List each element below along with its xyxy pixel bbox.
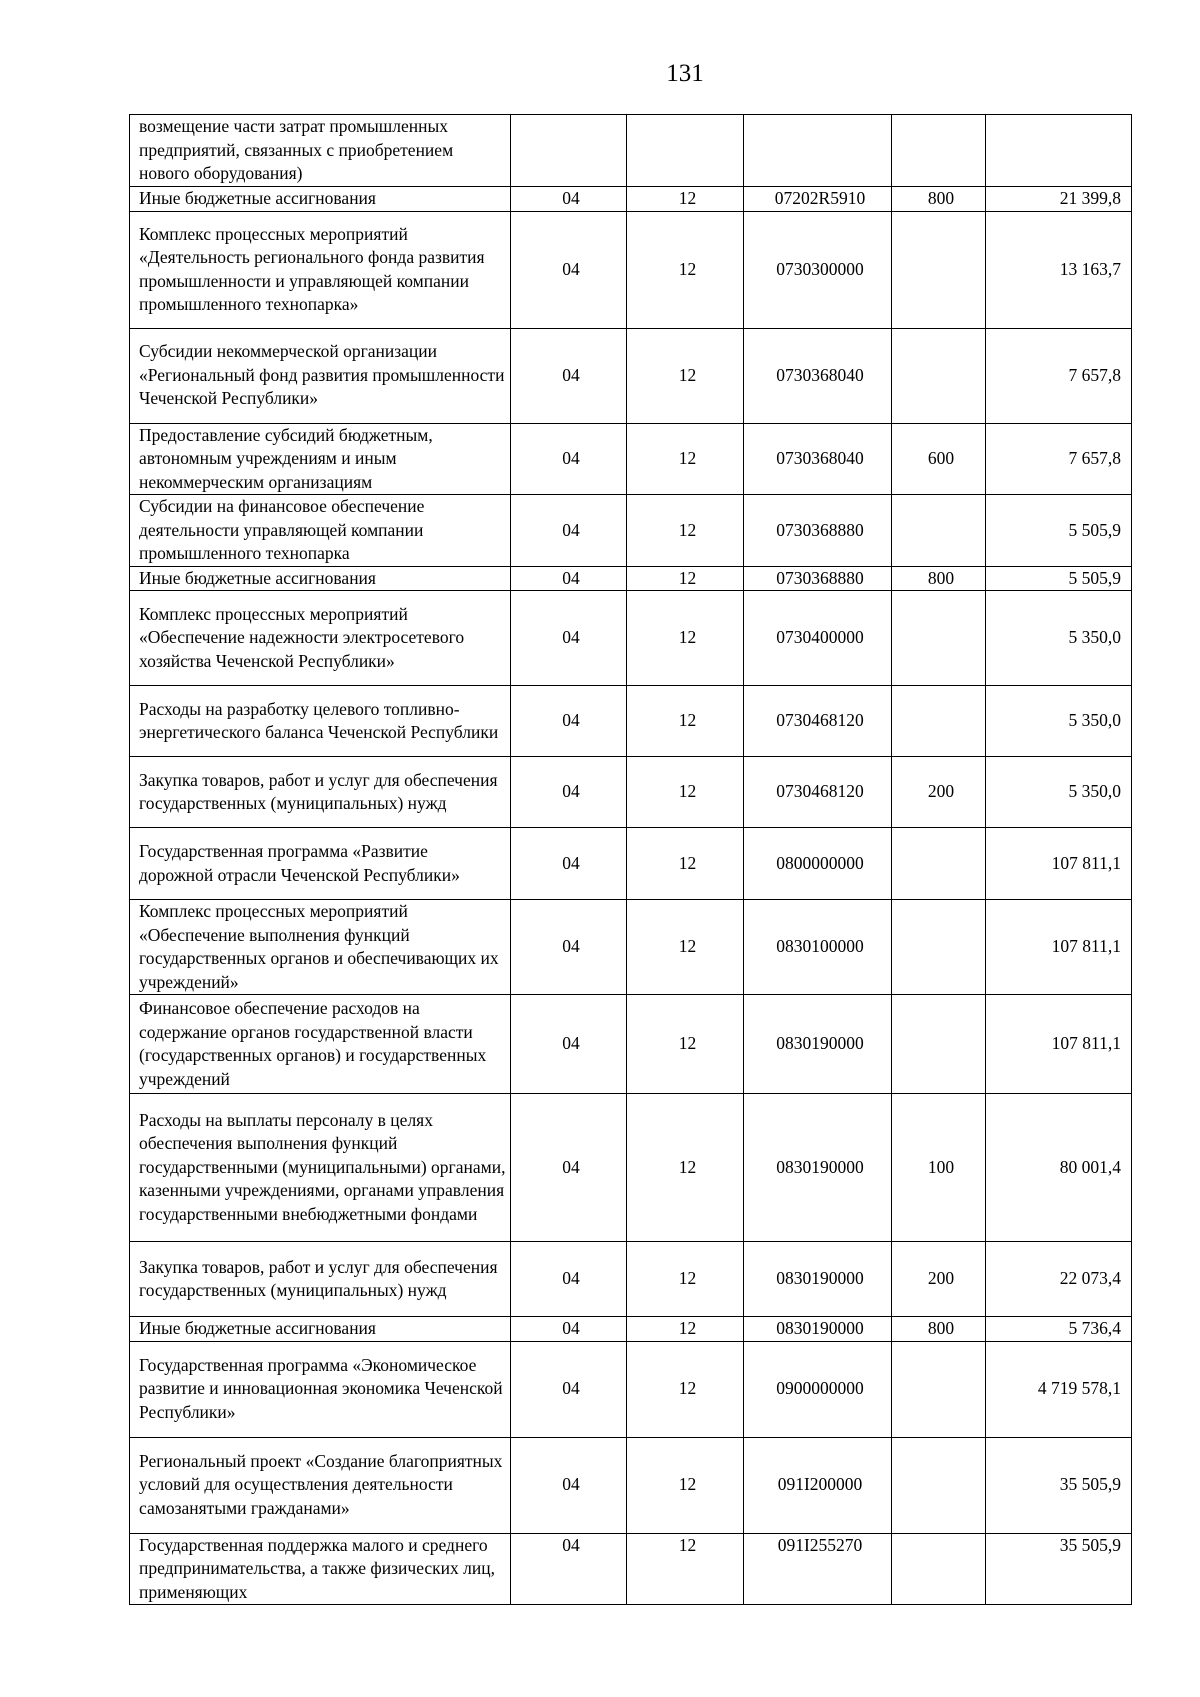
row-subsection: 12: [627, 495, 744, 567]
row-name: Иные бюджетные ассигнования: [130, 187, 511, 212]
row-type: 800: [892, 1317, 986, 1342]
row-section: 04: [511, 328, 627, 423]
table-row: [130, 566, 1132, 591]
row-name: Иные бюджетные ассигнования: [130, 1317, 511, 1342]
row-name: Закупка товаров, работ и услуг для обеспечения государственных (муниципальных) нужд: [130, 757, 511, 828]
row-type: 100: [892, 1094, 986, 1242]
row-subsection: 12: [627, 995, 744, 1094]
row-amount: 5 505,9: [986, 566, 1132, 591]
row-section: 04: [511, 757, 627, 828]
row-amount: 22 073,4: [986, 1242, 1132, 1317]
row-section: 04: [511, 900, 627, 995]
row-section: 04: [511, 591, 627, 686]
table-row: [130, 423, 1132, 495]
row-section: 04: [511, 187, 627, 212]
row-code: 0730368040: [744, 423, 892, 495]
budget-table-body: [130, 115, 1132, 1605]
row-section: 04: [511, 566, 627, 591]
budget-table: [129, 114, 1132, 1605]
row-type: [892, 328, 986, 423]
row-amount: 13 163,7: [986, 211, 1132, 328]
table-row: [130, 328, 1132, 423]
row-code: 0730300000: [744, 211, 892, 328]
row-subsection: [627, 115, 744, 187]
row-type: 800: [892, 187, 986, 212]
row-subsection: 12: [627, 591, 744, 686]
row-subsection: 12: [627, 1341, 744, 1437]
row-subsection: 12: [627, 423, 744, 495]
row-code: 0730468120: [744, 757, 892, 828]
row-name: Государственная поддержка малого и среднего предпринимательства, а также физических лиц, применяющих: [130, 1533, 511, 1605]
row-amount: 107 811,1: [986, 995, 1132, 1094]
row-amount: 5 505,9: [986, 495, 1132, 567]
row-subsection: 12: [627, 187, 744, 212]
row-amount: 7 657,8: [986, 423, 1132, 495]
row-subsection: 12: [627, 1533, 744, 1605]
row-type: 600: [892, 423, 986, 495]
row-subsection: 12: [627, 900, 744, 995]
row-name: Государственная программа «Развитие дорожной отрасли Чеченской Республики»: [130, 828, 511, 900]
row-section: 04: [511, 495, 627, 567]
table-row: [130, 591, 1132, 686]
row-code: 07202R5910: [744, 187, 892, 212]
row-type: [892, 1437, 986, 1533]
table-row: [130, 1317, 1132, 1342]
row-type: 200: [892, 757, 986, 828]
row-section: 04: [511, 423, 627, 495]
table-row: [130, 1341, 1132, 1437]
row-type: [892, 211, 986, 328]
row-section: 04: [511, 686, 627, 757]
row-type: [892, 828, 986, 900]
row-code: 0830190000: [744, 995, 892, 1094]
row-amount: [986, 115, 1132, 187]
row-name: Комплекс процессных мероприятий «Деятельность регионального фонда развития промышленности и управляющей компании промышленного технопарка»: [130, 211, 511, 328]
table-row: [130, 828, 1132, 900]
table-row: [130, 1242, 1132, 1317]
row-subsection: 12: [627, 1437, 744, 1533]
row-subsection: 12: [627, 1242, 744, 1317]
row-section: 04: [511, 1242, 627, 1317]
row-section: 04: [511, 995, 627, 1094]
row-type: [892, 495, 986, 567]
row-code: 0900000000: [744, 1341, 892, 1437]
row-section: 04: [511, 828, 627, 900]
row-code: 0730400000: [744, 591, 892, 686]
row-amount: 7 657,8: [986, 328, 1132, 423]
row-subsection: 12: [627, 1317, 744, 1342]
row-section: 04: [511, 1341, 627, 1437]
row-code: 0730368880: [744, 566, 892, 591]
row-amount: 35 505,9: [986, 1437, 1132, 1533]
row-type: [892, 900, 986, 995]
row-code: 0730468120: [744, 686, 892, 757]
row-type: [892, 1533, 986, 1605]
table-row: [130, 757, 1132, 828]
row-name: Комплекс процессных мероприятий «Обеспечение выполнения функций государственных органов и обеспечивающих их учреждений»: [130, 900, 511, 995]
table-row: [130, 115, 1132, 187]
row-amount: 80 001,4: [986, 1094, 1132, 1242]
row-amount: 5 350,0: [986, 591, 1132, 686]
row-code: 091I255270: [744, 1533, 892, 1605]
row-name: Субсидии на финансовое обеспечение деятельности управляющей компании промышленного технопарка: [130, 495, 511, 567]
row-subsection: 12: [627, 211, 744, 328]
row-type: 800: [892, 566, 986, 591]
row-amount: 21 399,8: [986, 187, 1132, 212]
row-amount: 107 811,1: [986, 900, 1132, 995]
row-type: [892, 591, 986, 686]
table-row: [130, 495, 1132, 567]
row-subsection: 12: [627, 566, 744, 591]
row-code: 0830100000: [744, 900, 892, 995]
row-subsection: 12: [627, 757, 744, 828]
row-name: Закупка товаров, работ и услуг для обеспечения государственных (муниципальных) нужд: [130, 1242, 511, 1317]
row-code: 0830190000: [744, 1242, 892, 1317]
row-name: возмещение части затрат промышленных предприятий, связанных с приобретением нового оборудования): [130, 115, 511, 187]
row-type: 200: [892, 1242, 986, 1317]
row-code: 0830190000: [744, 1317, 892, 1342]
row-amount: 107 811,1: [986, 828, 1132, 900]
page-number: 131: [666, 60, 704, 87]
row-section: 04: [511, 211, 627, 328]
table-row: [130, 187, 1132, 212]
row-code: 0830190000: [744, 1094, 892, 1242]
row-code: 0730368880: [744, 495, 892, 567]
table-row: [130, 995, 1132, 1094]
row-subsection: 12: [627, 1094, 744, 1242]
row-name: Финансовое обеспечение расходов на содержание органов государственной власти (государственных органов) и государственных учреждений: [130, 995, 511, 1094]
table-row: [130, 1437, 1132, 1533]
row-section: 04: [511, 1533, 627, 1605]
table-row: [130, 900, 1132, 995]
row-section: 04: [511, 1437, 627, 1533]
row-section: 04: [511, 1094, 627, 1242]
row-name: Иные бюджетные ассигнования: [130, 566, 511, 591]
row-amount: 5 736,4: [986, 1317, 1132, 1342]
row-name: Расходы на разработку целевого топливно-энергетического баланса Чеченской Республики: [130, 686, 511, 757]
row-amount: 35 505,9: [986, 1533, 1132, 1605]
row-name: Предоставление субсидий бюджетным, автономным учреждениям и иным некоммерческим организациям: [130, 423, 511, 495]
row-amount: 5 350,0: [986, 757, 1132, 828]
row-code: 0800000000: [744, 828, 892, 900]
row-amount: 4 719 578,1: [986, 1341, 1132, 1437]
table-row: [130, 686, 1132, 757]
row-subsection: 12: [627, 328, 744, 423]
row-name: Государственная программа «Экономическое развитие и инновационная экономика Чеченской Республики»: [130, 1341, 511, 1437]
row-amount: 5 350,0: [986, 686, 1132, 757]
row-subsection: 12: [627, 828, 744, 900]
row-section: [511, 115, 627, 187]
row-type: [892, 1341, 986, 1437]
row-name: Комплекс процессных мероприятий «Обеспечение надежности электросетевого хозяйства Чеченской Республики»: [130, 591, 511, 686]
table-row: [130, 211, 1132, 328]
row-code: 0730368040: [744, 328, 892, 423]
row-subsection: 12: [627, 686, 744, 757]
row-type: [892, 686, 986, 757]
row-code: 091I200000: [744, 1437, 892, 1533]
row-type: [892, 995, 986, 1094]
row-code: [744, 115, 892, 187]
row-name: Субсидии некоммерческой организации «Региональный фонд развития промышленности Чеченской Республики»: [130, 328, 511, 423]
table-row: [130, 1533, 1132, 1605]
table-row: [130, 1094, 1132, 1242]
row-section: 04: [511, 1317, 627, 1342]
row-name: Расходы на выплаты персоналу в целях обеспечения выполнения функций государственными (муниципальными) органами, казенными учреждениями, органами управления государственными внебюджетными фондами: [130, 1094, 511, 1242]
row-name: Региональный проект «Создание благоприятных условий для осуществления деятельности самозанятыми гражданами»: [130, 1437, 511, 1533]
row-type: [892, 115, 986, 187]
